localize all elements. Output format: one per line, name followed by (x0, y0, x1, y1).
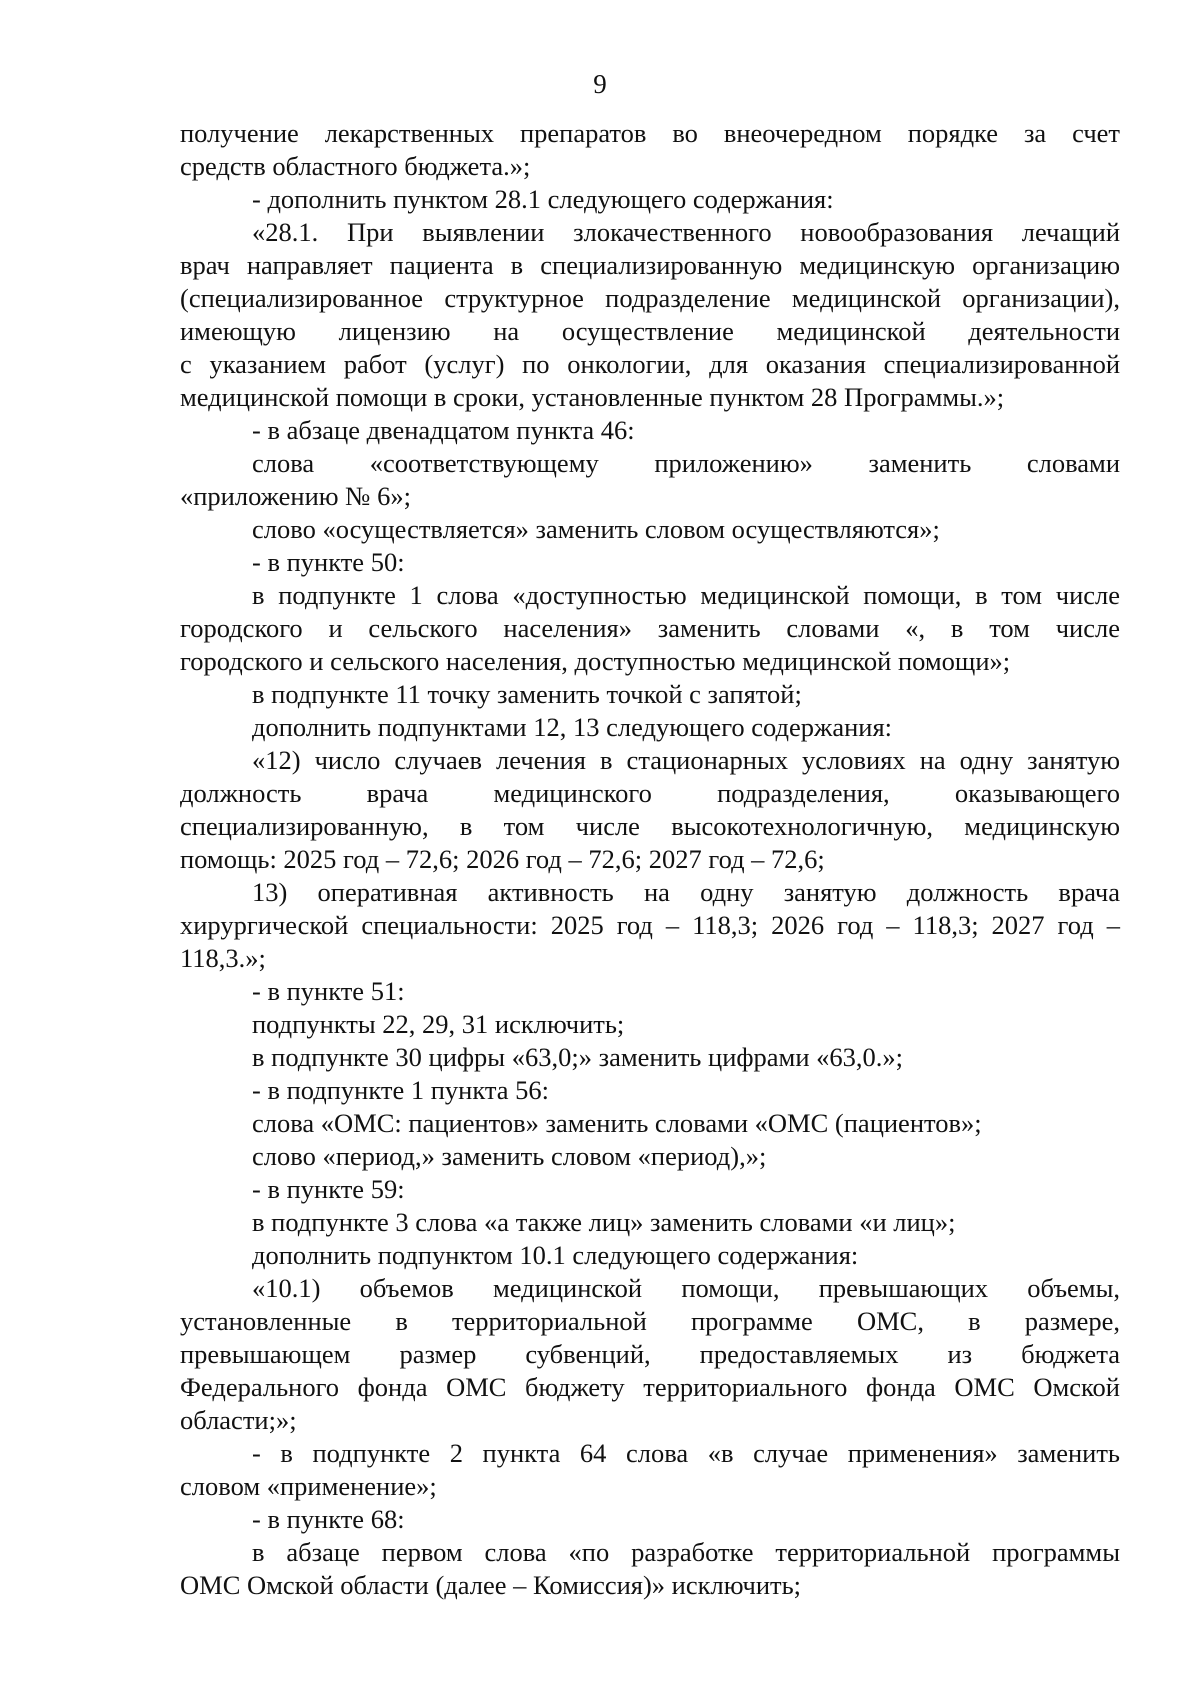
text-line: - в подпункте 2 пункта 64 слова «в случае применения» заменить (252, 1438, 1120, 1468)
text-line: ОМС Омской области (далее – Комиссия)» исключить; (180, 1570, 802, 1600)
document-body (180, 117, 1120, 1602)
text-line: слово «осуществляется» заменить словом осуществляются»; (252, 514, 940, 544)
text-line: имеющую лицензию на осуществление медицинской деятельности (180, 316, 1120, 346)
text-line: превышающем размер субвенций, предоставляемых из бюджета (180, 1339, 1120, 1369)
text-line: - дополнить пунктом 28.1 следующего содержания: (252, 184, 834, 214)
text-line: хирургической специальности: 2025 год – 118,3; 2026 год – 118,3; 2027 год – (180, 910, 1120, 940)
page-number: 9 (593, 69, 607, 99)
text-line: Федерального фонда ОМС бюджету территориального фонда ОМС Омской (180, 1372, 1120, 1402)
text-line: дополнить подпунктами 12, 13 следующего содержания: (252, 712, 893, 742)
text-line: слово «период,» заменить словом «период),»; (252, 1141, 767, 1171)
text-line: в подпункте 1 слова «доступностью медицинской помощи, в том числе (252, 580, 1120, 610)
text-line: - в пункте 68: (252, 1504, 405, 1534)
text-line: дополнить подпунктом 10.1 следующего содержания: (252, 1240, 859, 1270)
text-line: слова «ОМС: пациентов» заменить словами «ОМС (пациентов»; (252, 1108, 982, 1138)
text-line: (специализированное структурное подразделение медицинской организации), (180, 283, 1120, 313)
text-line: области;»; (180, 1405, 297, 1435)
text-line: в подпункте 11 точку заменить точкой с запятой; (252, 679, 802, 709)
text-line: в абзаце первом слова «по разработке территориальной программы (252, 1537, 1120, 1567)
text-line: медицинской помощи в сроки, установленные пунктом 28 Программы.»; (180, 382, 1005, 412)
text-line: «28.1. При выявлении злокачественного новообразования лечащий (252, 217, 1120, 247)
text-line: - в пункте 51: (252, 976, 405, 1006)
text-line: средств областного бюджета.»; (180, 151, 531, 181)
text-line: установленные в территориальной программе ОМС, в размере, (180, 1306, 1120, 1336)
text-line: в подпункте 30 цифры «63,0;» заменить цифрами «63,0.»; (252, 1042, 903, 1072)
text-line: «10.1) объемов медицинской помощи, превышающих объемы, (252, 1273, 1120, 1303)
text-line: «приложению № 6»; (180, 481, 411, 511)
text-line: - в пункте 59: (252, 1174, 405, 1204)
text-line: - в абзаце двенадцатом пункта 46: (252, 415, 635, 445)
text-line: 13) оперативная активность на одну занятую должность врача (252, 877, 1120, 907)
text-line: словом «применение»; (180, 1471, 437, 1501)
text-line: 118,3.»; (180, 943, 266, 973)
text-line: с указанием работ (услуг) по онкологии, для оказания специализированной (180, 349, 1120, 379)
text-line: специализированную, в том числе высокотехнологичную, медицинскую (180, 811, 1120, 841)
text-line: - в пункте 50: (252, 547, 405, 577)
text-line: помощь: 2025 год – 72,6; 2026 год – 72,6; 2027 год – 72,6; (180, 844, 825, 874)
text-line: - в подпункте 1 пункта 56: (252, 1075, 550, 1105)
text-line: городского и сельского населения, доступностью медицинской помощи»; (180, 646, 1011, 676)
text-line: получение лекарственных препаратов во внеочередном порядке за счет (180, 118, 1120, 148)
text-line: в подпункте 3 слова «а также лиц» заменить словами «и лиц»; (252, 1207, 956, 1237)
text-line: врач направляет пациента в специализированную медицинскую организацию (180, 250, 1120, 280)
text-line: городского и сельского населения» заменить словами «, в том числе (180, 613, 1120, 643)
text-line: слова «соответствующему приложению» заменить словами (252, 448, 1120, 478)
text-line: должность врача медицинского подразделения, оказывающего (180, 778, 1120, 808)
text-line: «12) число случаев лечения в стационарных условиях на одну занятую (252, 745, 1120, 775)
text-line: подпункты 22, 29, 31 исключить; (252, 1009, 625, 1039)
